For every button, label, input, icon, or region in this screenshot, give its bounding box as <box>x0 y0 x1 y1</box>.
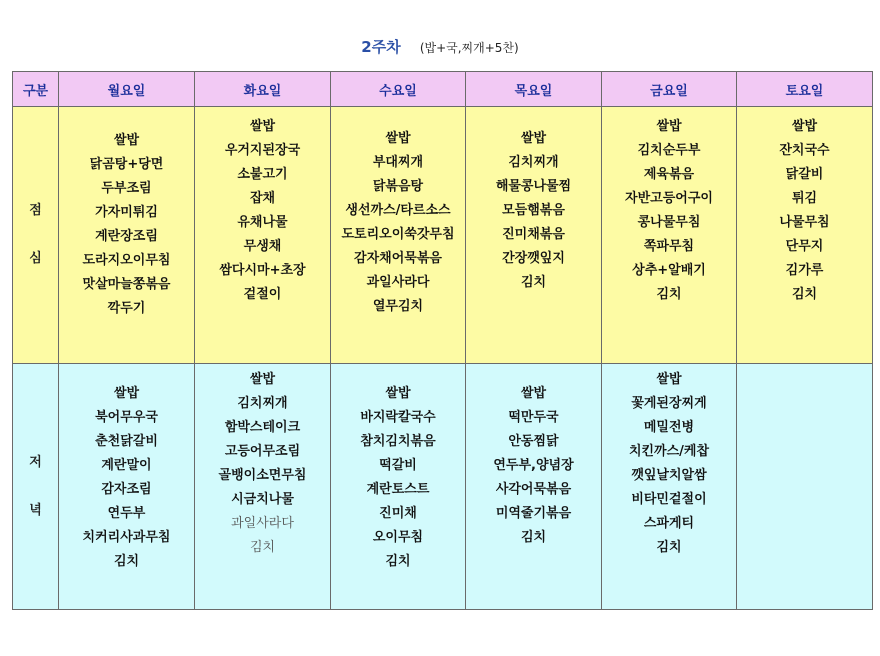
menu-item: 닭곰탕+당면 <box>89 157 164 172</box>
menu-item: 춘천닭갈비 <box>95 434 158 449</box>
menu-item: 깍두기 <box>107 301 146 316</box>
menu-list <box>59 129 194 321</box>
menu-item: 연두부,양념장 <box>493 458 574 473</box>
menu-list <box>195 368 330 560</box>
menu-item: 떡갈비 <box>379 458 417 473</box>
dinner-tuesday-cell <box>195 364 331 610</box>
menu-item: 쌀밥 <box>249 372 276 387</box>
menu-item: 함박스테이크 <box>224 420 301 435</box>
menu-item: 열무김치 <box>372 299 424 314</box>
menu-item: 단무지 <box>785 239 824 254</box>
menu-item: 닭갈비 <box>785 167 824 182</box>
header-day-saturday: 토요일 <box>737 72 873 107</box>
menu-item: 소불고기 <box>237 167 288 182</box>
menu-item: 쌀밥 <box>656 119 682 134</box>
menu-item: 제육볶음 <box>643 167 695 182</box>
menu-item: 도토리오이쑥갓무침 <box>341 227 455 242</box>
menu-item: 메밀전병 <box>643 420 695 435</box>
menu-item: 치커리사과무침 <box>82 530 171 545</box>
dinner-label <box>13 364 59 610</box>
menu-item: 김치 <box>520 530 547 545</box>
menu-item: 잡채 <box>249 191 276 206</box>
menu-item: 스파게티 <box>643 516 695 531</box>
menu-item: 김치 <box>656 287 682 302</box>
menu-item: 사각어묵볶음 <box>495 482 572 497</box>
menu-item: 쌀밥 <box>385 386 411 401</box>
menu-item: 김가루 <box>785 263 824 278</box>
dinner-thursday-cell <box>466 364 602 610</box>
menu-item: 쌀밥 <box>113 386 140 401</box>
menu-item: 계란말이 <box>101 458 152 473</box>
menu-item: 간장깻잎지 <box>502 251 565 266</box>
menu-item: 꽃게된장찌게 <box>631 396 707 411</box>
lunch-friday-cell <box>602 107 737 364</box>
menu-item: 진미채 <box>379 506 417 521</box>
menu-item: 김치 <box>656 540 682 555</box>
menu-item: 튀김 <box>791 191 818 206</box>
menu-item: 우거지된장국 <box>224 143 301 158</box>
menu-item: 콩나물무침 <box>637 215 701 230</box>
menu-list <box>466 382 601 550</box>
menu-list <box>466 127 601 295</box>
dinner-wednesday-cell <box>331 364 466 610</box>
menu-item: 계란토스트 <box>366 482 430 497</box>
menu-item: 감자채어묵볶음 <box>354 251 442 266</box>
menu-item: 참치김치볶음 <box>360 434 436 449</box>
menu-item: 진미채볶음 <box>502 227 565 242</box>
lunch-saturday-cell <box>737 107 873 364</box>
menu-item: 부대찌개 <box>372 155 424 170</box>
menu-item: 나물무침 <box>779 215 830 230</box>
menu-item: 깻잎날치알쌈 <box>631 468 707 483</box>
menu-composition-note: (밥+국,찌개+5찬) <box>419 41 519 55</box>
header-day-friday: 금요일 <box>602 72 737 107</box>
weekly-menu-table <box>12 71 873 610</box>
menu-item: 계란장조림 <box>95 229 158 244</box>
lunch-row <box>13 107 873 364</box>
menu-list <box>195 115 330 307</box>
menu-item: 쌀밥 <box>520 386 547 401</box>
menu-item: 미역줄기볶음 <box>495 506 572 521</box>
menu-item: 김치 <box>385 554 411 569</box>
menu-item: 겉절이 <box>243 287 282 302</box>
menu-item: 비타민겉절이 <box>631 492 707 507</box>
menu-list <box>602 368 736 560</box>
lunch-thursday-cell <box>466 107 602 364</box>
menu-item: 김치 <box>249 540 276 555</box>
dinner-monday-cell <box>59 364 195 610</box>
menu-item: 연두부 <box>107 506 146 521</box>
menu-item: 김치 <box>113 554 140 569</box>
menu-item: 김치찌개 <box>508 155 559 170</box>
menu-item: 닭볶음탕 <box>372 179 424 194</box>
menu-item: 시금치나물 <box>231 492 294 507</box>
menu-item: 잔치국수 <box>779 143 830 158</box>
menu-item: 안동찜닭 <box>508 434 559 449</box>
menu-item: 맛살마늘쫑볶음 <box>82 277 171 292</box>
menu-list <box>331 382 465 574</box>
menu-item: 김치 <box>520 275 547 290</box>
menu-item: 치킨까스/케찹 <box>628 444 710 459</box>
header-day-thursday: 목요일 <box>466 72 602 107</box>
dinner-saturday-cell <box>737 364 873 610</box>
menu-item: 떡만두국 <box>508 410 559 425</box>
lunch-label <box>13 107 59 364</box>
lunch-wednesday-cell <box>331 107 466 364</box>
menu-item: 쌀밥 <box>656 372 682 387</box>
header-category: 구분 <box>13 72 59 107</box>
lunch-tuesday-cell <box>195 107 331 364</box>
header-day-wednesday: 수요일 <box>331 72 466 107</box>
menu-item: 해물콩나물찜 <box>495 179 572 194</box>
lunch-monday-cell <box>59 107 195 364</box>
page-title <box>0 36 880 57</box>
menu-item: 쌀밥 <box>385 131 411 146</box>
menu-list <box>331 127 465 319</box>
dinner-row <box>13 364 873 610</box>
menu-item: 쌀밥 <box>249 119 276 134</box>
menu-item: 골뱅이소면무침 <box>218 468 307 483</box>
menu-item: 과일사라다 <box>231 516 294 531</box>
menu-item: 김치순두부 <box>637 143 701 158</box>
menu-item: 무생채 <box>243 239 282 254</box>
menu-item: 오이무침 <box>372 530 424 545</box>
menu-list <box>737 115 872 307</box>
menu-item: 가자미튀김 <box>95 205 158 220</box>
menu-item: 상추+알배기 <box>632 263 706 278</box>
lunch-label-char: 점 <box>29 203 42 218</box>
menu-item: 과일사라다 <box>366 275 430 290</box>
menu-item: 쪽파무침 <box>643 239 695 254</box>
menu-item: 김치찌개 <box>237 396 288 411</box>
menu-list <box>602 115 736 307</box>
menu-item: 유채나물 <box>237 215 288 230</box>
menu-item: 쌈다시마+초장 <box>219 263 306 278</box>
header-day-monday: 월요일 <box>59 72 195 107</box>
menu-item: 생선까스/타르소스 <box>345 203 451 218</box>
menu-item: 자반고등어구이 <box>625 191 713 206</box>
dinner-label-char: 녁 <box>29 502 42 518</box>
lunch-label-char: 심 <box>29 251 42 266</box>
menu-item: 바지락칼국수 <box>360 410 436 425</box>
menu-item: 고등어무조림 <box>224 444 301 459</box>
dinner-label-char: 저 <box>29 454 42 470</box>
menu-item: 김치 <box>791 287 818 302</box>
menu-item: 쌀밥 <box>791 119 818 134</box>
menu-item: 감자조림 <box>101 482 152 497</box>
menu-item: 쌀밥 <box>520 131 547 146</box>
menu-list <box>59 382 194 574</box>
menu-item: 두부조림 <box>101 181 152 196</box>
menu-item: 북어무우국 <box>95 410 158 425</box>
menu-item: 쌀밥 <box>113 133 140 148</box>
header-day-tuesday: 화요일 <box>195 72 331 107</box>
header-row <box>13 72 873 107</box>
menu-item: 모듬햄볶음 <box>502 203 565 218</box>
menu-item: 도라지오이무침 <box>82 253 171 268</box>
dinner-friday-cell <box>602 364 737 610</box>
week-title: 2주차 <box>361 38 401 56</box>
